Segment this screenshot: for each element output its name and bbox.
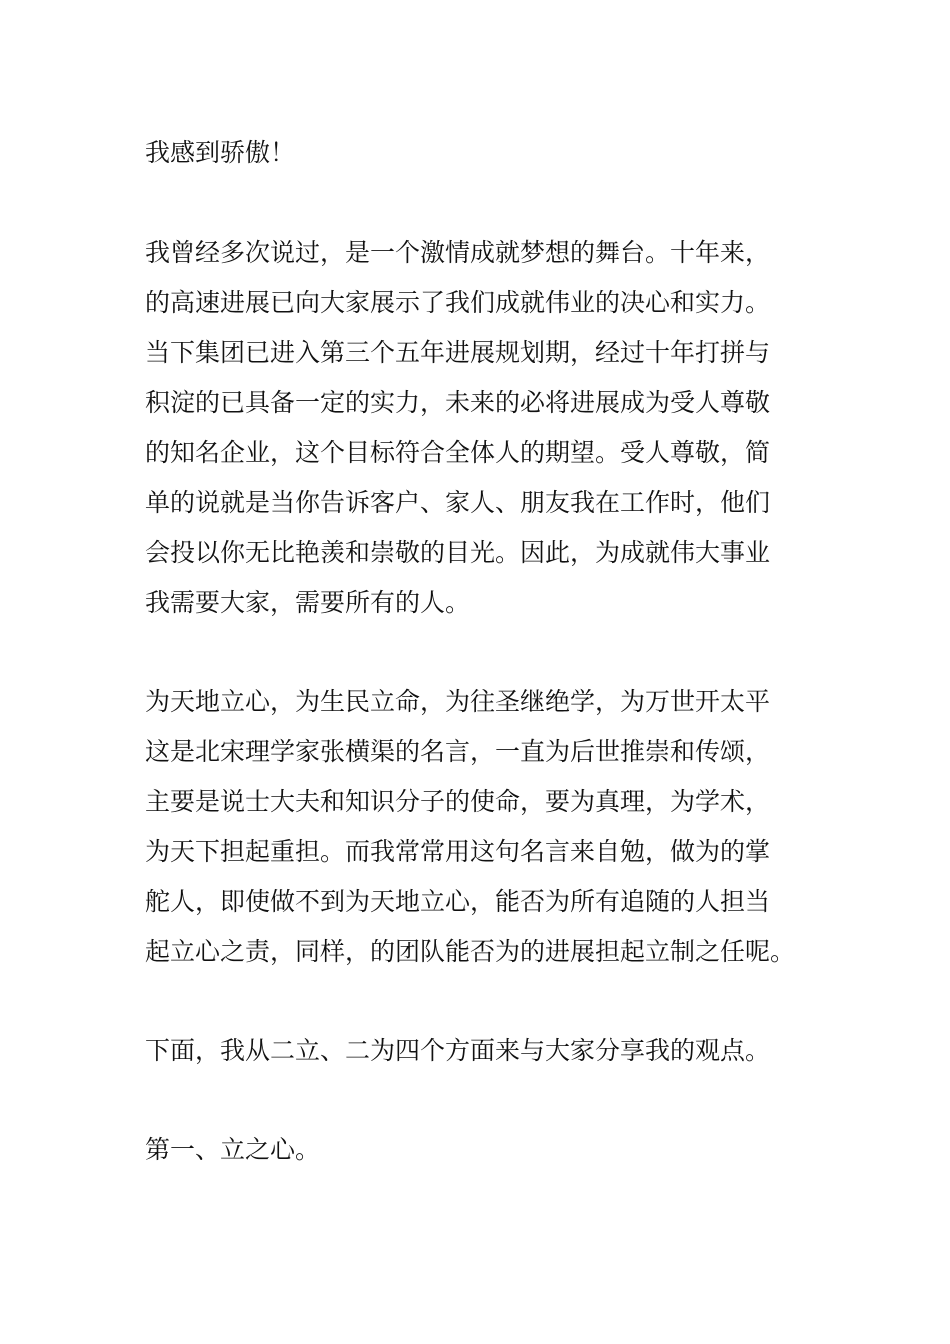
paragraph-quote [145, 677, 815, 977]
paragraph-stage [145, 228, 815, 628]
text-line: 为天下担起重担。而我常常用这句名言来自勉，做为的掌 [145, 837, 771, 866]
text-line: 的知名企业，这个目标符合全体人的期望。受人尊敬，简 [145, 438, 771, 467]
text-line: 第一、立之心。 [145, 1135, 321, 1164]
paragraph-pride [145, 128, 815, 178]
text-line: 单的说就是当你告诉客户、家人、朋友我在工作时，他们 [145, 488, 771, 517]
text-line: 当下集团已进入第三个五年进展规划期，经过十年打拼与 [145, 338, 771, 367]
text-line: 我需要大家，需要所有的人。 [145, 588, 471, 617]
text-line: 下面，我从二立、二为四个方面来与大家分享我的观点。 [145, 1036, 771, 1065]
text-line: 我感到骄傲！ [145, 138, 296, 167]
text-line: 主要是说士大夫和知识分子的使命，要为真理，为学术， [145, 787, 771, 816]
text-line: 我曾经多次说过，是一个激情成就梦想的舞台。十年来， [145, 238, 771, 267]
text-line: 这是北宋理学家张横渠的名言，一直为后世推崇和传颂， [145, 737, 771, 766]
text-line: 的高速进展已向大家展示了我们成就伟业的决心和实力。 [145, 288, 771, 317]
text-line: 为天地立心，为生民立命，为往圣继绝学，为万世开太平 [145, 687, 771, 716]
text-line: 会投以你无比艳羡和崇敬的目光。因此，为成就伟大事业 [145, 538, 771, 567]
text-line: 积淀的已具备一定的实力，未来的必将进展成为受人尊敬 [145, 388, 771, 417]
text-line: 舵人，即使做不到为天地立心，能否为所有追随的人担当 [145, 887, 771, 916]
paragraph-outline [145, 1026, 815, 1076]
text-line: 起立心之责，同样，的团队能否为的进展担起立制之任呢。 [145, 937, 796, 966]
section-heading [145, 1125, 815, 1175]
